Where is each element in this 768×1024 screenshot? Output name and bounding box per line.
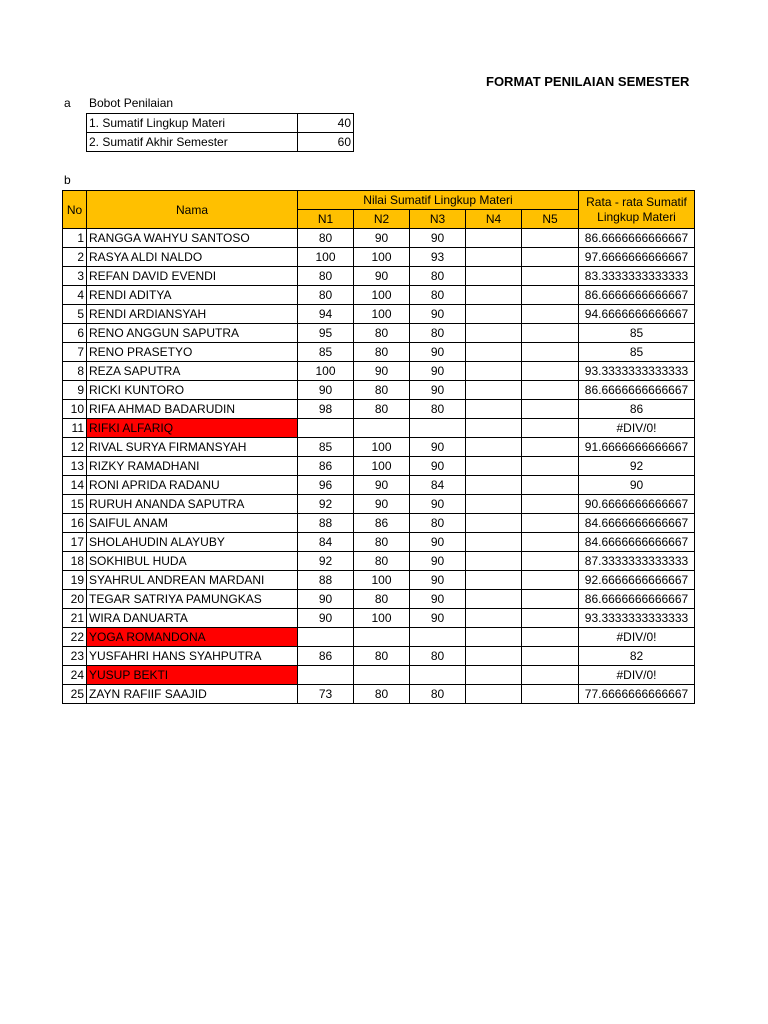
header-n3: N3 [410,210,466,229]
row-n3-cell[interactable]: 90 [410,495,466,514]
row-nama-cell[interactable]: WIRA DANUARTA [87,609,298,628]
row-n5-cell[interactable] [522,324,579,343]
row-no-cell[interactable]: 10 [63,400,87,419]
header-n1: N1 [298,210,354,229]
row-n3-cell[interactable]: 90 [410,438,466,457]
row-n2-cell[interactable]: 86 [354,514,410,533]
row-rata-cell[interactable]: 92.6666666666667 [579,571,695,590]
row-n3-cell[interactable] [410,419,466,438]
row-rata-cell[interactable]: 84.6666666666667 [579,514,695,533]
row-n2-cell[interactable]: 100 [354,571,410,590]
row-n3-cell[interactable]: 90 [410,533,466,552]
bobot-row [87,133,354,152]
row-n5-cell[interactable] [522,514,579,533]
row-nama-cell[interactable]: RIVAL SURYA FIRMANSYAH [87,438,298,457]
section-a-marker: a [64,96,71,110]
row-rata-cell[interactable]: 85 [579,324,695,343]
row-n4-cell[interactable] [466,248,522,267]
row-n1-cell[interactable]: 100 [298,362,354,381]
row-n3-cell[interactable]: 90 [410,381,466,400]
bobot-name-cell[interactable]: 2. Sumatif Akhir Semester [87,133,298,152]
bobot-row [87,114,354,133]
table-row [63,248,695,267]
row-n4-cell[interactable] [466,286,522,305]
row-n1-cell[interactable]: 98 [298,400,354,419]
row-n2-cell[interactable]: 80 [354,552,410,571]
row-nama-cell[interactable]: REFAN DAVID EVENDI [87,267,298,286]
row-nama-cell[interactable]: YUSUP BEKTI [87,666,298,685]
row-nama-cell[interactable]: RURUH ANANDA SAPUTRA [87,495,298,514]
row-no-cell[interactable]: 19 [63,571,87,590]
row-n4-cell[interactable] [466,267,522,286]
grades-table [62,190,695,704]
row-n4-cell[interactable] [466,533,522,552]
section-b-marker: b [64,173,71,187]
row-no-cell[interactable]: 23 [63,647,87,666]
row-n5-cell[interactable] [522,628,579,647]
row-nama-cell[interactable]: RENDI ADITYA [87,286,298,305]
row-n4-cell[interactable] [466,476,522,495]
table-row [63,324,695,343]
table-row [63,381,695,400]
row-n2-cell[interactable]: 100 [354,305,410,324]
header-rata: Rata - rata Sumatif Lingkup Materi [579,191,695,229]
row-n5-cell[interactable] [522,229,579,248]
row-nama-cell[interactable]: TEGAR SATRIYA PAMUNGKAS [87,590,298,609]
page-title: FORMAT PENILAIAN SEMESTER [486,74,690,89]
row-n2-cell[interactable]: 100 [354,438,410,457]
row-no-cell[interactable]: 15 [63,495,87,514]
row-n2-cell[interactable]: 100 [354,248,410,267]
row-n2-cell[interactable]: 80 [354,343,410,362]
row-n4-cell[interactable] [466,457,522,476]
row-n5-cell[interactable] [522,343,579,362]
row-n2-cell[interactable]: 90 [354,229,410,248]
row-n4-cell[interactable] [466,552,522,571]
row-n2-cell[interactable]: 80 [354,647,410,666]
table-row [63,343,695,362]
row-n1-cell[interactable] [298,666,354,685]
table-row [63,533,695,552]
row-rata-cell[interactable]: 94.6666666666667 [579,305,695,324]
row-no-cell[interactable]: 1 [63,229,87,248]
row-rata-cell[interactable]: 91.6666666666667 [579,438,695,457]
row-nama-cell[interactable]: RIFKI ALFARIQ [87,419,298,438]
row-rata-cell[interactable]: 92 [579,457,695,476]
row-n2-cell[interactable] [354,419,410,438]
row-nama-cell[interactable]: ZAYN RAFIIF SAAJID [87,685,298,704]
row-rata-cell[interactable]: 86.6666666666667 [579,286,695,305]
row-n2-cell[interactable]: 90 [354,495,410,514]
row-n1-cell[interactable]: 86 [298,647,354,666]
row-n1-cell[interactable]: 88 [298,514,354,533]
row-n1-cell[interactable]: 88 [298,571,354,590]
row-n2-cell[interactable]: 80 [354,685,410,704]
row-no-cell[interactable]: 3 [63,267,87,286]
row-no-cell[interactable]: 2 [63,248,87,267]
row-no-cell[interactable]: 14 [63,476,87,495]
row-n1-cell[interactable]: 84 [298,533,354,552]
row-no-cell[interactable]: 7 [63,343,87,362]
table-row [63,666,695,685]
row-rata-cell[interactable]: 84.6666666666667 [579,533,695,552]
row-no-cell[interactable]: 17 [63,533,87,552]
row-n2-cell[interactable] [354,628,410,647]
row-n4-cell[interactable] [466,381,522,400]
row-no-cell[interactable]: 11 [63,419,87,438]
row-n1-cell[interactable]: 73 [298,685,354,704]
row-n5-cell[interactable] [522,647,579,666]
table-row [63,400,695,419]
row-n4-cell[interactable] [466,362,522,381]
row-n5-cell[interactable] [522,609,579,628]
row-rata-cell[interactable]: #DIV/0! [579,666,695,685]
row-nama-cell[interactable]: SYAHRUL ANDREAN MARDANI [87,571,298,590]
row-n2-cell[interactable]: 80 [354,324,410,343]
row-n5-cell[interactable] [522,666,579,685]
row-rata-cell[interactable]: 83.3333333333333 [579,267,695,286]
row-rata-cell[interactable]: 85 [579,343,695,362]
row-nama-cell[interactable]: RENO PRASETYO [87,343,298,362]
table-row [63,685,695,704]
row-n5-cell[interactable] [522,362,579,381]
table-row [63,514,695,533]
row-n4-cell[interactable] [466,400,522,419]
row-n3-cell[interactable]: 80 [410,514,466,533]
row-n5-cell[interactable] [522,400,579,419]
row-n5-cell[interactable] [522,457,579,476]
row-rata-cell[interactable]: 86 [579,400,695,419]
row-n1-cell[interactable]: 80 [298,286,354,305]
table-row [63,647,695,666]
table-row [63,590,695,609]
row-n3-cell[interactable] [410,666,466,685]
row-no-cell[interactable]: 8 [63,362,87,381]
row-no-cell[interactable]: 4 [63,286,87,305]
row-n2-cell[interactable]: 80 [354,400,410,419]
row-n3-cell[interactable]: 90 [410,305,466,324]
row-rata-cell[interactable]: 86.6666666666667 [579,590,695,609]
row-n5-cell[interactable] [522,571,579,590]
row-n1-cell[interactable]: 85 [298,343,354,362]
row-nama-cell[interactable]: RIFA AHMAD BADARUDIN [87,400,298,419]
table-row [63,476,695,495]
row-n3-cell[interactable]: 84 [410,476,466,495]
bobot-value-cell[interactable]: 40 [298,114,354,133]
row-no-cell[interactable]: 22 [63,628,87,647]
header-nama: Nama [87,191,298,229]
table-row [63,571,695,590]
row-rata-cell[interactable]: 87.3333333333333 [579,552,695,571]
row-no-cell[interactable]: 12 [63,438,87,457]
row-nama-cell[interactable]: REZA SAPUTRA [87,362,298,381]
row-n3-cell[interactable]: 90 [410,362,466,381]
row-n1-cell[interactable]: 86 [298,457,354,476]
row-n4-cell[interactable] [466,438,522,457]
row-n2-cell[interactable]: 80 [354,590,410,609]
row-n4-cell[interactable] [466,666,522,685]
row-n3-cell[interactable]: 90 [410,552,466,571]
row-n3-cell[interactable]: 90 [410,609,466,628]
row-n2-cell[interactable]: 100 [354,286,410,305]
row-no-cell[interactable]: 20 [63,590,87,609]
row-n2-cell[interactable] [354,666,410,685]
row-n5-cell[interactable] [522,552,579,571]
row-n2-cell[interactable]: 80 [354,533,410,552]
row-nama-cell[interactable]: YOGA ROMANDONA [87,628,298,647]
row-n2-cell[interactable]: 100 [354,609,410,628]
row-nama-cell[interactable]: RIZKY RAMADHANI [87,457,298,476]
table-row [63,286,695,305]
row-n5-cell[interactable] [522,685,579,704]
row-n4-cell[interactable] [466,324,522,343]
row-no-cell[interactable]: 5 [63,305,87,324]
row-rata-cell[interactable]: 90.6666666666667 [579,495,695,514]
row-rata-cell[interactable]: 93.3333333333333 [579,609,695,628]
row-n5-cell[interactable] [522,476,579,495]
row-n3-cell[interactable]: 90 [410,343,466,362]
row-n1-cell[interactable]: 85 [298,438,354,457]
row-n3-cell[interactable]: 80 [410,267,466,286]
row-rata-cell[interactable]: #DIV/0! [579,419,695,438]
bobot-name-cell[interactable]: 1. Sumatif Lingkup Materi [87,114,298,133]
bobot-label: Bobot Penilaian [89,96,174,110]
row-n3-cell[interactable] [410,628,466,647]
row-n3-cell[interactable]: 90 [410,457,466,476]
row-rata-cell[interactable]: 97.6666666666667 [579,248,695,267]
row-n1-cell[interactable]: 92 [298,552,354,571]
header-n5: N5 [522,210,579,229]
row-n4-cell[interactable] [466,628,522,647]
row-no-cell[interactable]: 13 [63,457,87,476]
row-rata-cell[interactable]: 86.6666666666667 [579,381,695,400]
row-n5-cell[interactable] [522,267,579,286]
row-n1-cell[interactable]: 80 [298,267,354,286]
row-n3-cell[interactable]: 90 [410,590,466,609]
row-n4-cell[interactable] [466,229,522,248]
table-row [63,305,695,324]
row-n3-cell[interactable]: 90 [410,571,466,590]
table-row [63,362,695,381]
row-n4-cell[interactable] [466,571,522,590]
row-n1-cell[interactable]: 100 [298,248,354,267]
row-rata-cell[interactable]: #DIV/0! [579,628,695,647]
row-n4-cell[interactable] [466,514,522,533]
table-row [63,419,695,438]
row-n1-cell[interactable]: 90 [298,381,354,400]
table-row [63,457,695,476]
row-n4-cell[interactable] [466,590,522,609]
row-nama-cell[interactable]: RENO ANGGUN SAPUTRA [87,324,298,343]
header-no: No [63,191,87,229]
row-nama-cell[interactable]: RANGGA WAHYU SANTOSO [87,229,298,248]
row-no-cell[interactable]: 25 [63,685,87,704]
row-n2-cell[interactable]: 100 [354,457,410,476]
row-n5-cell[interactable] [522,419,579,438]
row-n4-cell[interactable] [466,685,522,704]
row-n4-cell[interactable] [466,495,522,514]
row-n4-cell[interactable] [466,419,522,438]
table-row [63,229,695,248]
row-nama-cell[interactable]: SAIFUL ANAM [87,514,298,533]
row-rata-cell[interactable]: 82 [579,647,695,666]
row-no-cell[interactable]: 24 [63,666,87,685]
row-n5-cell[interactable] [522,533,579,552]
row-n4-cell[interactable] [466,647,522,666]
row-nama-cell[interactable]: RENDI ARDIANSYAH [87,305,298,324]
row-nama-cell[interactable]: RICKI KUNTORO [87,381,298,400]
row-n2-cell[interactable]: 90 [354,476,410,495]
row-n1-cell[interactable] [298,628,354,647]
row-n5-cell[interactable] [522,305,579,324]
row-no-cell[interactable]: 21 [63,609,87,628]
row-n3-cell[interactable]: 80 [410,400,466,419]
row-rata-cell[interactable]: 86.6666666666667 [579,229,695,248]
table-row [63,495,695,514]
row-n1-cell[interactable]: 80 [298,229,354,248]
row-no-cell[interactable]: 16 [63,514,87,533]
row-rata-cell[interactable]: 93.3333333333333 [579,362,695,381]
row-n1-cell[interactable]: 90 [298,590,354,609]
row-n4-cell[interactable] [466,609,522,628]
row-n3-cell[interactable]: 80 [410,286,466,305]
row-nama-cell[interactable]: SHOLAHUDIN ALAYUBY [87,533,298,552]
row-n5-cell[interactable] [522,248,579,267]
row-n4-cell[interactable] [466,343,522,362]
row-rata-cell[interactable]: 77.6666666666667 [579,685,695,704]
row-nama-cell[interactable]: YUSFAHRI HANS SYAHPUTRA [87,647,298,666]
row-n4-cell[interactable] [466,305,522,324]
header-n2: N2 [354,210,410,229]
row-n2-cell[interactable]: 80 [354,381,410,400]
row-n1-cell[interactable] [298,419,354,438]
row-no-cell[interactable]: 6 [63,324,87,343]
row-n5-cell[interactable] [522,495,579,514]
table-row [63,438,695,457]
table-row [63,267,695,286]
row-nama-cell[interactable]: RONI APRIDA RADANU [87,476,298,495]
table-row [63,552,695,571]
row-n5-cell[interactable] [522,590,579,609]
row-n3-cell[interactable]: 90 [410,229,466,248]
row-n1-cell[interactable]: 90 [298,609,354,628]
row-n1-cell[interactable]: 94 [298,305,354,324]
bobot-value-cell[interactable]: 60 [298,133,354,152]
row-n3-cell[interactable]: 80 [410,324,466,343]
table-row [63,609,695,628]
bobot-table [86,113,354,152]
row-no-cell[interactable]: 18 [63,552,87,571]
row-nama-cell[interactable]: SOKHIBUL HUDA [87,552,298,571]
row-n3-cell[interactable]: 80 [410,685,466,704]
row-n1-cell[interactable]: 96 [298,476,354,495]
header-n4: N4 [466,210,522,229]
row-no-cell[interactable]: 9 [63,381,87,400]
row-rata-cell[interactable]: 90 [579,476,695,495]
row-n2-cell[interactable]: 90 [354,362,410,381]
row-n3-cell[interactable]: 80 [410,647,466,666]
row-n5-cell[interactable] [522,286,579,305]
row-nama-cell[interactable]: RASYA ALDI NALDO [87,248,298,267]
row-n1-cell[interactable]: 95 [298,324,354,343]
row-n5-cell[interactable] [522,438,579,457]
row-n2-cell[interactable]: 90 [354,267,410,286]
table-row [63,628,695,647]
header-nilai-group: Nilai Sumatif Lingkup Materi [298,191,579,210]
row-n1-cell[interactable]: 92 [298,495,354,514]
row-n3-cell[interactable]: 93 [410,248,466,267]
row-n5-cell[interactable] [522,381,579,400]
